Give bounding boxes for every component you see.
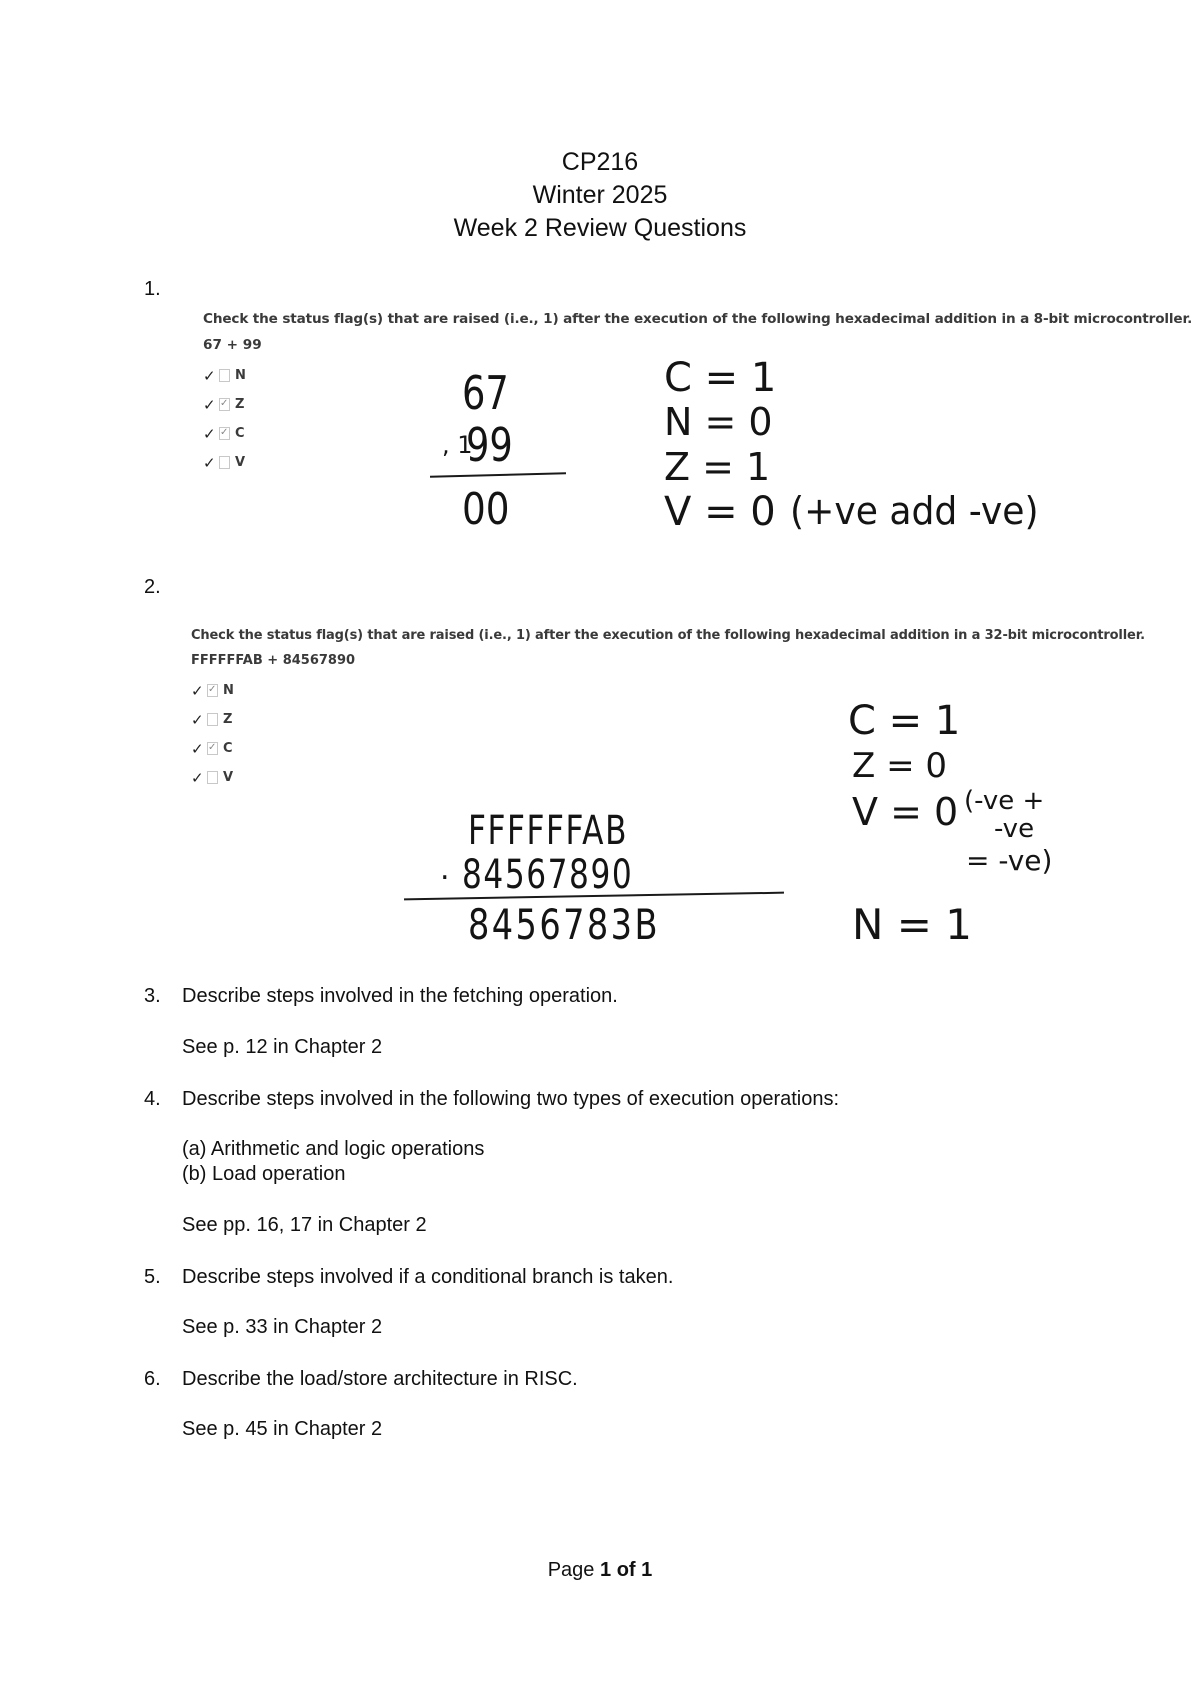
page-footer bbox=[0, 1559, 1200, 1582]
hand-addend-top: FFFFFFAB bbox=[468, 808, 629, 854]
question-2-options bbox=[191, 676, 1145, 792]
question-4-part-b: (b) Load operation bbox=[182, 1163, 346, 1185]
question-2-screenshot bbox=[191, 628, 1145, 792]
hand-flag-n: N = 1 bbox=[852, 900, 973, 949]
question-3-number: 3. bbox=[144, 985, 161, 1007]
flag-label: C bbox=[223, 741, 233, 756]
flag-label: V bbox=[223, 770, 234, 785]
flag-label: Z bbox=[235, 397, 245, 412]
hand-flag-z: Z = 1 bbox=[664, 445, 771, 489]
question-6-reference: See p. 45 in Chapter 2 bbox=[182, 1418, 383, 1440]
hand-addend-top: 67 bbox=[462, 366, 509, 420]
hand-carry-marks: , 1 bbox=[442, 431, 473, 459]
check-mark-icon: ✓ bbox=[203, 395, 216, 414]
hand-carry-marks: . bbox=[440, 852, 450, 887]
checkbox-icon[interactable]: ✓ bbox=[220, 398, 229, 409]
hand-flag-n: N = 0 bbox=[664, 400, 773, 444]
page-number: 1 bbox=[600, 1559, 612, 1581]
question-3-text: Describe steps involved in the fetching operation. bbox=[182, 985, 618, 1007]
question-4-part-a: (a) Arithmetic and logic operations bbox=[182, 1138, 485, 1160]
check-mark-icon: ✓ bbox=[203, 424, 216, 443]
hand-result: 00 bbox=[462, 484, 510, 535]
checkbox-icon[interactable]: ✓ bbox=[208, 742, 217, 753]
hand-note-line-2: -ve bbox=[994, 814, 1035, 844]
hand-flag-v: V = 0 bbox=[852, 790, 959, 834]
check-mark-icon: ✓ bbox=[191, 739, 204, 758]
question-1-expression: 67 + 99 bbox=[203, 337, 262, 353]
hand-flag-v: V = 0 bbox=[664, 489, 776, 535]
question-3-reference: See p. 12 in Chapter 2 bbox=[182, 1036, 383, 1058]
question-6-text: Describe the load/store architecture in RISC. bbox=[182, 1368, 578, 1390]
question-2-expression: FFFFFFAB + 84567890 bbox=[191, 653, 356, 668]
hand-addend-bottom: 99 bbox=[466, 418, 513, 472]
check-mark-icon: ✓ bbox=[203, 453, 216, 472]
flag-label: V bbox=[235, 455, 246, 470]
question-1-number: 1. bbox=[144, 278, 161, 300]
checkbox-icon[interactable] bbox=[219, 369, 230, 382]
checkbox-icon[interactable]: ✓ bbox=[208, 684, 217, 695]
course-code: CP216 bbox=[561, 148, 639, 176]
hand-note: (+ve add -ve) bbox=[790, 489, 1039, 533]
question-5-reference: See p. 33 in Chapter 2 bbox=[182, 1316, 383, 1338]
flag-option-c[interactable] bbox=[191, 734, 1145, 763]
hand-note-line-3: = -ve) bbox=[966, 844, 1053, 877]
term: Winter 2025 bbox=[532, 181, 668, 209]
check-mark-icon: ✓ bbox=[191, 710, 204, 729]
checkbox-icon[interactable]: ✓ bbox=[220, 427, 229, 438]
question-4-reference: See pp. 16, 17 in Chapter 2 bbox=[182, 1214, 427, 1236]
question-4-number: 4. bbox=[144, 1088, 161, 1110]
page-total: 1 bbox=[641, 1559, 653, 1581]
checkbox-icon[interactable] bbox=[207, 771, 218, 784]
hand-flag-z: Z = 0 bbox=[852, 746, 948, 786]
hand-flag-c: C = 1 bbox=[664, 355, 777, 401]
page-title: Week 2 Review Questions bbox=[453, 214, 747, 242]
question-5-number: 5. bbox=[144, 1266, 161, 1288]
flag-label: N bbox=[223, 683, 234, 698]
flag-option-n[interactable] bbox=[191, 676, 1145, 705]
page-word: Page bbox=[547, 1559, 595, 1581]
checkbox-icon[interactable] bbox=[207, 713, 218, 726]
question-5-text: Describe steps involved if a conditional branch is taken. bbox=[182, 1266, 674, 1288]
question-1-prompt: Check the status flag(s) that are raised (i.e., 1) after the execution of the following hexadecimal addition in a 8-bit microcontroller. bbox=[203, 311, 1193, 327]
hand-flag-c: C = 1 bbox=[848, 698, 961, 744]
of-word: of bbox=[616, 1559, 636, 1581]
flag-option-z[interactable] bbox=[191, 705, 1145, 734]
question-4-text: Describe steps involved in the following two types of execution operations: bbox=[182, 1088, 840, 1110]
check-mark-icon: ✓ bbox=[203, 366, 216, 385]
hand-note-line-1: (-ve + bbox=[964, 786, 1045, 816]
flag-label: N bbox=[235, 368, 246, 383]
check-mark-icon: ✓ bbox=[191, 768, 204, 787]
question-2-prompt: Check the status flag(s) that are raised (i.e., 1) after the execution of the following hexadecimal addition in a 32-bit microcontroller. bbox=[191, 628, 1145, 643]
hand-addend-bottom: 84567890 bbox=[462, 852, 634, 898]
flag-label: C bbox=[235, 426, 245, 441]
question-2-number: 2. bbox=[144, 576, 161, 598]
check-mark-icon: ✓ bbox=[191, 681, 204, 700]
question-6-number: 6. bbox=[144, 1368, 161, 1390]
flag-label: Z bbox=[223, 712, 233, 727]
hand-result: 8456783B bbox=[468, 900, 660, 949]
checkbox-icon[interactable] bbox=[219, 456, 230, 469]
